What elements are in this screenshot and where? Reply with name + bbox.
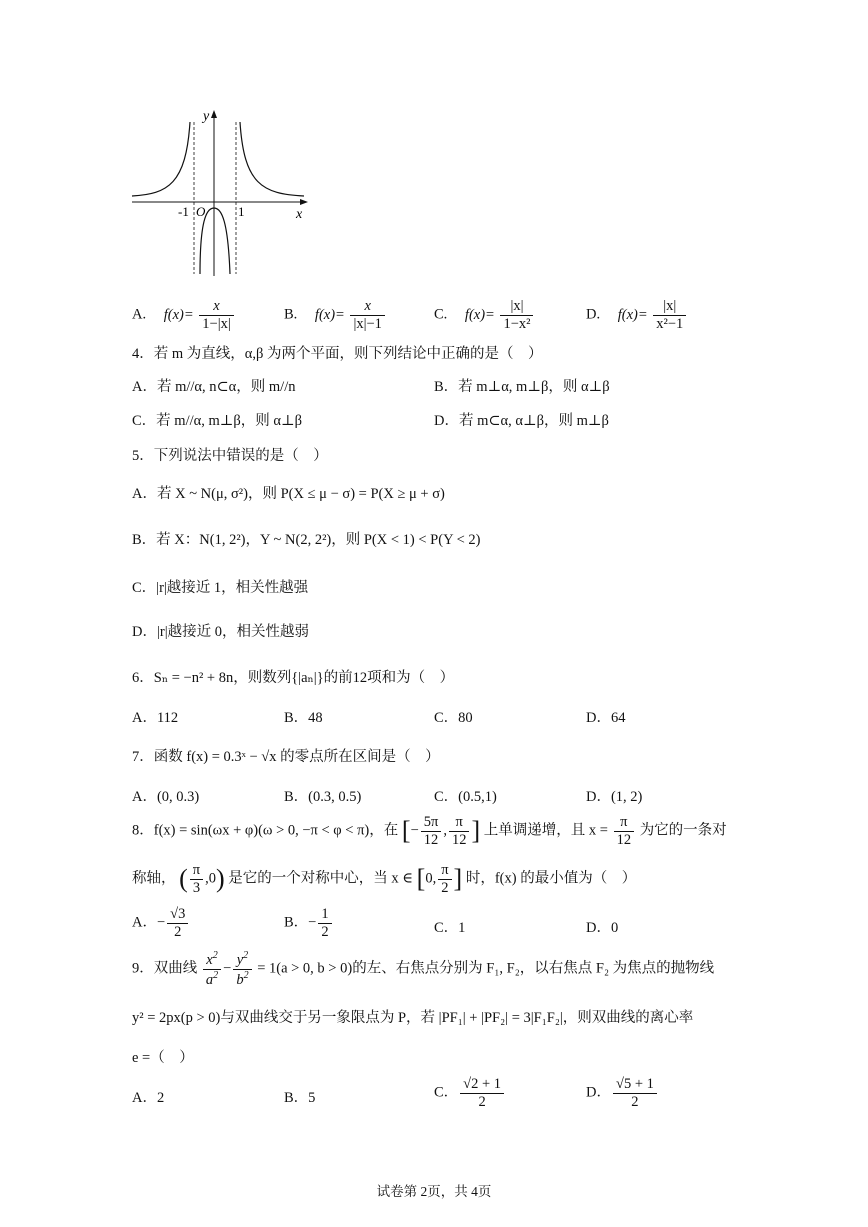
q5-option-b: B．若 X：N(1, 2²)，Y ~ N(2, 2²)，则 P(X < 1) < P(Y < 2) [132,532,481,548]
function-graph [128,104,312,280]
q9-option-b: B．5 [284,1090,316,1106]
page-footer: 试卷第 2页，共 4页 [376,1184,492,1199]
q7-stem: 7．函数 f(x) = 0.3ˣ − √x 的零点所在区间是（ ） [132,749,440,765]
q4-stem: 4．若 m 为直线，α,β 为两个平面，则下列结论中正确的是（ ） [132,346,543,362]
origin-label: O [196,204,206,219]
q3-option-b: B. f(x)= $\frac{x}{|x|-1}$ [284,298,387,332]
q8-option-d: D．0 [586,920,619,936]
q7-option-b: B．(0.3, 0.5) [284,789,362,805]
q5-stem: 5．下列说法中错误的是（ ） [132,448,328,464]
q9-option-a: A．2 [132,1090,165,1106]
q4-option-c: C．若 m//α, m⊥β，则 α⊥β [132,413,303,429]
q4-option-a: A．若 m//α, n⊂α，则 m//n [132,379,296,395]
q8-line-2: 称轴， ( $\frac{\pi}{3}$ ,0) 是它的一个对称中心，当 x ∈ [0, $\frac{\pi}{2}$ ] 时，f(x) 的最小值为（ ） [132,862,637,896]
q6-option-a: A．112 [132,710,179,726]
q6-option-c: C．80 [434,710,473,726]
q5-option-d: D．|r|越接近 0，相关性越弱 [132,624,309,640]
q8-option-c: C．1 [434,920,466,936]
q9-option-d: D． $\frac{√5 + 1}{2}$ [586,1076,659,1110]
q9-line-3: e =（ ） [132,1050,194,1066]
q8-option-a: A．− $\frac{√3}{2}$ [132,906,190,940]
q7-option-d: D．(1, 2) [586,789,643,805]
q3-option-c: C. f(x)= $\frac{|x|}{\text{1−x²}}$ [434,298,535,332]
q6-stem: 6．Sₙ = −n² + 8n，则数列{|aₙ|}的前12项和为（ ） [132,670,455,686]
q4-option-d: D．若 m⊂α, α⊥β，则 m⊥β [434,413,609,429]
q9-line-1: 9．双曲线 $\frac{x^2}{a^2}$ − $\frac{y^2}{b^2}$ = 1(a > 0, b > 0)的左、右焦点分别为 F₁, F₂，以右焦点 F₂ 为焦点的抛物线 [132,950,715,988]
q5-option-c: C．|r|越接近 1，相关性越强 [132,580,309,596]
q7-option-c: C．(0.5,1) [434,789,497,805]
tick-pos-one: 1 [238,204,245,219]
q6-option-b: B．48 [284,710,323,726]
q3-option-d: D. f(x)= $\frac{|x|}{\text{x²−1}}$ [586,298,688,332]
x-axis-arrow [300,199,308,205]
q7-option-a: A．(0, 0.3) [132,789,200,805]
q5-option-a: A．若 X ~ N(μ, σ²)，则 P(X ≤ μ − σ) = P(X ≥ μ + σ) [132,486,445,502]
q3-option-a: A. f(x)= $\frac{x}{1-|x|}$ [132,298,236,332]
q6-option-d: D．64 [586,710,626,726]
y-axis-arrow [211,110,217,118]
x-label: x [296,207,303,222]
q8-option-b: B．− $\frac{1}{2}$ [284,906,334,940]
curve-right-branch [240,122,304,196]
q4-option-b: B．若 m⊥α, m⊥β，则 α⊥β [434,379,610,395]
curve-left-branch [132,122,190,196]
y-label: y [203,109,210,124]
q8-line-1: 8．f(x) = sin(ωx + φ)(ω > 0, −π < φ < π)，在 [− $\frac{5\pi}{12}$ , $\frac{\pi}{12}$ ] 上单调递增，且 x = $\frac{\pi}{12}$ 为它的一条对 [132,814,727,848]
q9-option-c: C． $\frac{√2 + 1}{2}$ [434,1076,506,1110]
tick-neg-one: -1 [178,204,189,219]
q9-line-2: y² = 2px(p > 0)与双曲线交于另一象限点为 P，若 |PF₁| + |PF₂| = 3|F₁F₂|，则双曲线的离心率 [132,1010,694,1026]
